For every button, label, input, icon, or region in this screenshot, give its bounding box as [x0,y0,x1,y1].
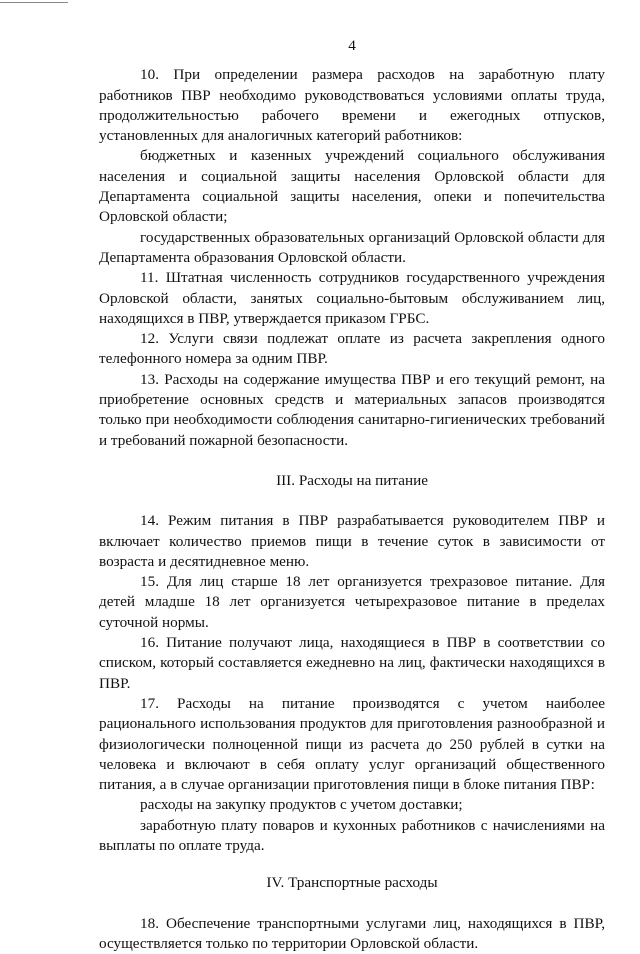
top-left-rule [0,2,68,3]
paragraph-12: 12. Услуги связи подлежат оплате из расчета закрепления одного телефонного номера за одним ПВР. [99,330,605,368]
page-number: 4 [348,37,356,54]
paragraph-15: 15. Для лиц старше 18 лет организуется трехразовое питание. Для детей младше 18 лет организуется четырехразовое питание в пределах суточной нормы. [99,573,605,631]
paragraph-10: 10. При определении размера расходов на заработную плату работников ПВР необходимо руководствоваться условиями оплаты труда, продолжительностью рабочего времени и ежегодных отпусков, установленных для аналогичных категорий работников: [99,66,605,145]
paragraph-16: 16. Питание получают лица, находящиеся в ПВР в соответствии со списком, который составляется ежедневно на лиц, фактически находящихся в ПВР. [99,634,605,692]
paragraph-10-item-education: государственных образовательных организаций Орловской области для Департамента образования Орловской области. [99,228,605,266]
paragraph-13: 13. Расходы на содержание имущества ПВР и его текущий ремонт, на приобретение основных средств и материальных запасов производятся только при необходимости соблюдения санитарно-гигиенических требований и требований пожарной безопасности. [99,370,605,449]
document-page [99,36,605,954]
paragraph-14: 14. Режим питания в ПВР разрабатывается руководителем ПВР и включает количество приемов пищи в течение суток в зависимости от возраста и десятидневное меню. [99,512,605,570]
paragraph-18: 18. Обеспечение транспортными услугами лиц, находящихся в ПВР, осуществляется только по территории Орловской области. [99,914,605,952]
paragraph-11: 11. Штатная численность сотрудников государственного учреждения Орловской области, занятых социально-бытовым обслуживанием лиц, находящихся в ПВР, утверждается приказом ГРБС. [99,269,605,327]
paragraph-10-item-social: бюджетных и казенных учреждений социального обслуживания населения и социальной защиты населения Орловской области для Департамента социальной защиты населения, опеки и попечительства Орловской области; [99,147,605,226]
paragraph-17-item-wages: заработную плату поваров и кухонных работников с начислениями на выплаты по оплате труда. [99,816,605,854]
paragraph-17-item-products: расходы на закупку продуктов с учетом доставки; [140,796,463,814]
section-heading-food: III. Расходы на питание [276,471,428,489]
paragraph-17: 17. Расходы на питание производятся с учетом наиболее рационального использования продуктов для приготовления разнообразной и физиологически полноценной пищи из расчета до 250 рублей в сутки на человека и включают в себя оплату услуг организаций общественного питания, а в случае организации приготовления пищи в блоке питания ПВР: [99,694,605,794]
section-heading-transport: IV. Транспортные расходы [266,874,438,892]
